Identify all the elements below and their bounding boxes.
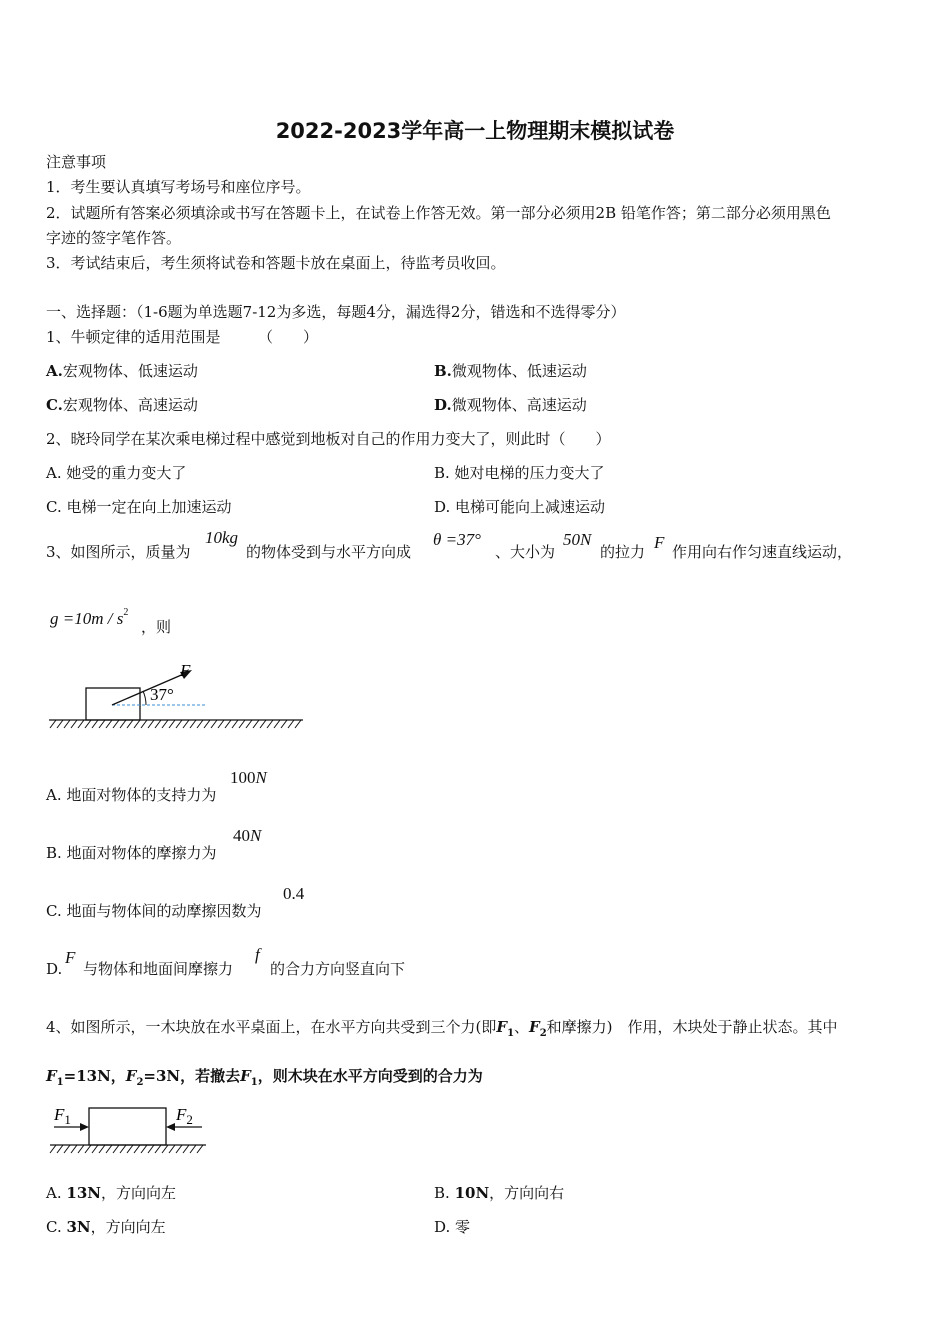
ground-hatch bbox=[190, 1145, 196, 1153]
q2-option-c: C. 电梯一定在向上加速运动 bbox=[46, 498, 232, 516]
q3-then: ，则 bbox=[141, 618, 172, 636]
q3-option-d-force: F bbox=[65, 948, 76, 967]
q1-option-c: C.宏观物体、高速运动 bbox=[46, 396, 198, 414]
q4-option-a: A. 13N，方向向左 bbox=[46, 1184, 176, 1202]
ground-hatch bbox=[85, 720, 91, 728]
ground-hatch bbox=[50, 720, 56, 728]
ground-hatch bbox=[176, 720, 182, 728]
fig-f2-label: $F_2$ bbox=[176, 1105, 193, 1127]
fig-force-label: F bbox=[180, 661, 191, 680]
ground-hatch bbox=[57, 1145, 63, 1153]
q4-block-diagram bbox=[46, 1098, 210, 1160]
q3-stem-part: 作用向右作匀速直线运动， bbox=[672, 543, 853, 561]
ground-hatch bbox=[183, 720, 189, 728]
notice-item: 字迹的签字笔作答。 bbox=[46, 229, 182, 247]
q1-option-b: B.微观物体、低速运动 bbox=[434, 362, 587, 380]
notice-item: 2．试题所有答案必须填涂或书写在答题卡上，在试卷上作答无效。第一部分必须用2B 铅笔作答；第二部分必须用黑色 bbox=[46, 204, 831, 222]
q3-option-d-mid: 与物体和地面间摩擦力 bbox=[83, 960, 234, 978]
ground-hatch bbox=[78, 1145, 84, 1153]
q3-force-symbol: F bbox=[654, 533, 665, 552]
notice-heading: 注意事项 bbox=[46, 153, 107, 171]
ground-hatch bbox=[78, 720, 84, 728]
ground-hatch bbox=[253, 720, 259, 728]
q3-option-b-value: 40N bbox=[233, 826, 262, 845]
ground-hatch bbox=[211, 720, 217, 728]
ground-hatch bbox=[267, 720, 273, 728]
ground-hatch bbox=[162, 720, 168, 728]
ground-hatch bbox=[239, 720, 245, 728]
q2-option-a: A. 她受的重力变大了 bbox=[46, 464, 187, 482]
ground-hatch bbox=[246, 720, 252, 728]
ground-hatch bbox=[134, 720, 140, 728]
ground-hatch bbox=[71, 720, 77, 728]
q4-stem-line1: 4、如图所示，一木块放在水平桌面上，在水平方向共受到三个力(即$F_1$、$F_2$和摩擦力) 作用，木块处于静止状态。其中 bbox=[46, 1018, 838, 1039]
ground-hatch bbox=[260, 720, 266, 728]
ground-hatch bbox=[148, 1145, 154, 1153]
ground-hatch bbox=[134, 1145, 140, 1153]
ground-hatch bbox=[169, 720, 175, 728]
ground-hatch bbox=[218, 720, 224, 728]
ground-hatch bbox=[64, 720, 70, 728]
ground-hatch bbox=[64, 1145, 70, 1153]
q3-option-a: A. 地面对物体的支持力为 bbox=[46, 786, 217, 804]
q3-stem-part: 、大小为 bbox=[495, 543, 556, 561]
ground-hatch bbox=[169, 1145, 175, 1153]
q3-option-c: C. 地面与物体间的动摩擦因数为 bbox=[46, 902, 262, 920]
fig-angle-label: 37° bbox=[150, 685, 174, 704]
ground-hatch bbox=[113, 1145, 119, 1153]
ground-hatch bbox=[141, 720, 147, 728]
ground-hatch bbox=[92, 1145, 98, 1153]
ground-hatch bbox=[274, 720, 280, 728]
ground-hatch bbox=[288, 720, 294, 728]
notice-item: 3．考试结束后，考生须将试卷和答题卡放在桌面上，待监考员收回。 bbox=[46, 254, 506, 272]
ground-hatch bbox=[281, 720, 287, 728]
q3-mass: 10kg bbox=[205, 528, 239, 547]
q3-stem-part: 的拉力 bbox=[600, 543, 646, 561]
ground-hatch bbox=[57, 720, 63, 728]
ground-hatch bbox=[183, 1145, 189, 1153]
ground-hatch bbox=[120, 1145, 126, 1153]
ground-hatch bbox=[148, 720, 154, 728]
q1-option-a: A.宏观物体、低速运动 bbox=[46, 362, 198, 380]
q2-stem: 2、晓玲同学在某次乘电梯过程中感觉到地板对自己的作用力变大了，则此时（ ） bbox=[46, 430, 611, 448]
notice-item: 1．考生要认真填写考场号和座位序号。 bbox=[46, 178, 311, 196]
q2-option-b: B. 她对电梯的压力变大了 bbox=[434, 464, 605, 482]
q3-option-b: B. 地面对物体的摩擦力为 bbox=[46, 844, 217, 862]
page-title: 2022-2023学年高一上物理期末模拟试卷 bbox=[275, 119, 675, 143]
q1-option-d: D.微观物体、高速运动 bbox=[434, 396, 587, 414]
ground-hatch bbox=[106, 1145, 112, 1153]
q1-stem: 1、牛顿定律的适用范围是 （ ） bbox=[46, 328, 319, 346]
ground-hatch bbox=[99, 1145, 105, 1153]
ground-hatch bbox=[127, 720, 133, 728]
ground-hatch bbox=[92, 720, 98, 728]
q3-force: 50N bbox=[563, 530, 592, 549]
ground-hatch bbox=[176, 1145, 182, 1153]
q4-stem-line2: $F_1=13N$，$F_2=3N$，若撤去$F_1$，则木块在水平方向受到的合力为 bbox=[46, 1067, 483, 1088]
ground-hatch bbox=[106, 720, 112, 728]
q4-option-b: B. 10N，方向向右 bbox=[434, 1184, 565, 1202]
ground-hatch bbox=[85, 1145, 91, 1153]
q3-option-a-value: 100N bbox=[230, 768, 267, 787]
q4-option-c: C. 3N，方向向左 bbox=[46, 1218, 166, 1236]
ground-hatch bbox=[127, 1145, 133, 1153]
q3-option-d-friction: f bbox=[255, 945, 260, 964]
q3-option-d-post: 的合力方向竖直向下 bbox=[270, 960, 406, 978]
ground-hatch bbox=[232, 720, 238, 728]
ground-hatch bbox=[197, 1145, 203, 1153]
q3-angle: θ =37° bbox=[433, 530, 481, 549]
ground-hatch bbox=[155, 720, 161, 728]
ground-hatch bbox=[225, 720, 231, 728]
section-heading: 一、选择题：（1-6题为单选题7-12为多选，每题4分，漏选得2分，错选和不选得零分） bbox=[46, 303, 626, 321]
ground-hatch bbox=[190, 720, 196, 728]
ground-hatch bbox=[197, 720, 203, 728]
ground-hatch bbox=[99, 720, 105, 728]
q4-option-d: D. 零 bbox=[434, 1218, 471, 1236]
q3-gravity: $g =10m / s^2$ bbox=[50, 607, 129, 628]
ground-hatch bbox=[71, 1145, 77, 1153]
q3-block-diagram bbox=[46, 662, 306, 734]
q2-option-d: D. 电梯可能向上减速运动 bbox=[434, 498, 606, 516]
ground-hatch bbox=[204, 720, 210, 728]
q3-option-d-prefix: D. bbox=[46, 960, 63, 978]
ground-hatch bbox=[295, 720, 301, 728]
q3-stem-part: 3、如图所示，质量为 bbox=[46, 543, 191, 561]
q3-stem-part: 的物体受到与水平方向成 bbox=[246, 543, 412, 561]
fig-f1-label: $F_1$ bbox=[54, 1105, 71, 1127]
ground-hatch bbox=[120, 720, 126, 728]
ground-hatch bbox=[141, 1145, 147, 1153]
ground-hatch bbox=[155, 1145, 161, 1153]
ground-hatch bbox=[162, 1145, 168, 1153]
q3-option-c-value: 0.4 bbox=[283, 884, 305, 903]
ground-hatch bbox=[50, 1145, 56, 1153]
ground-hatch bbox=[113, 720, 119, 728]
